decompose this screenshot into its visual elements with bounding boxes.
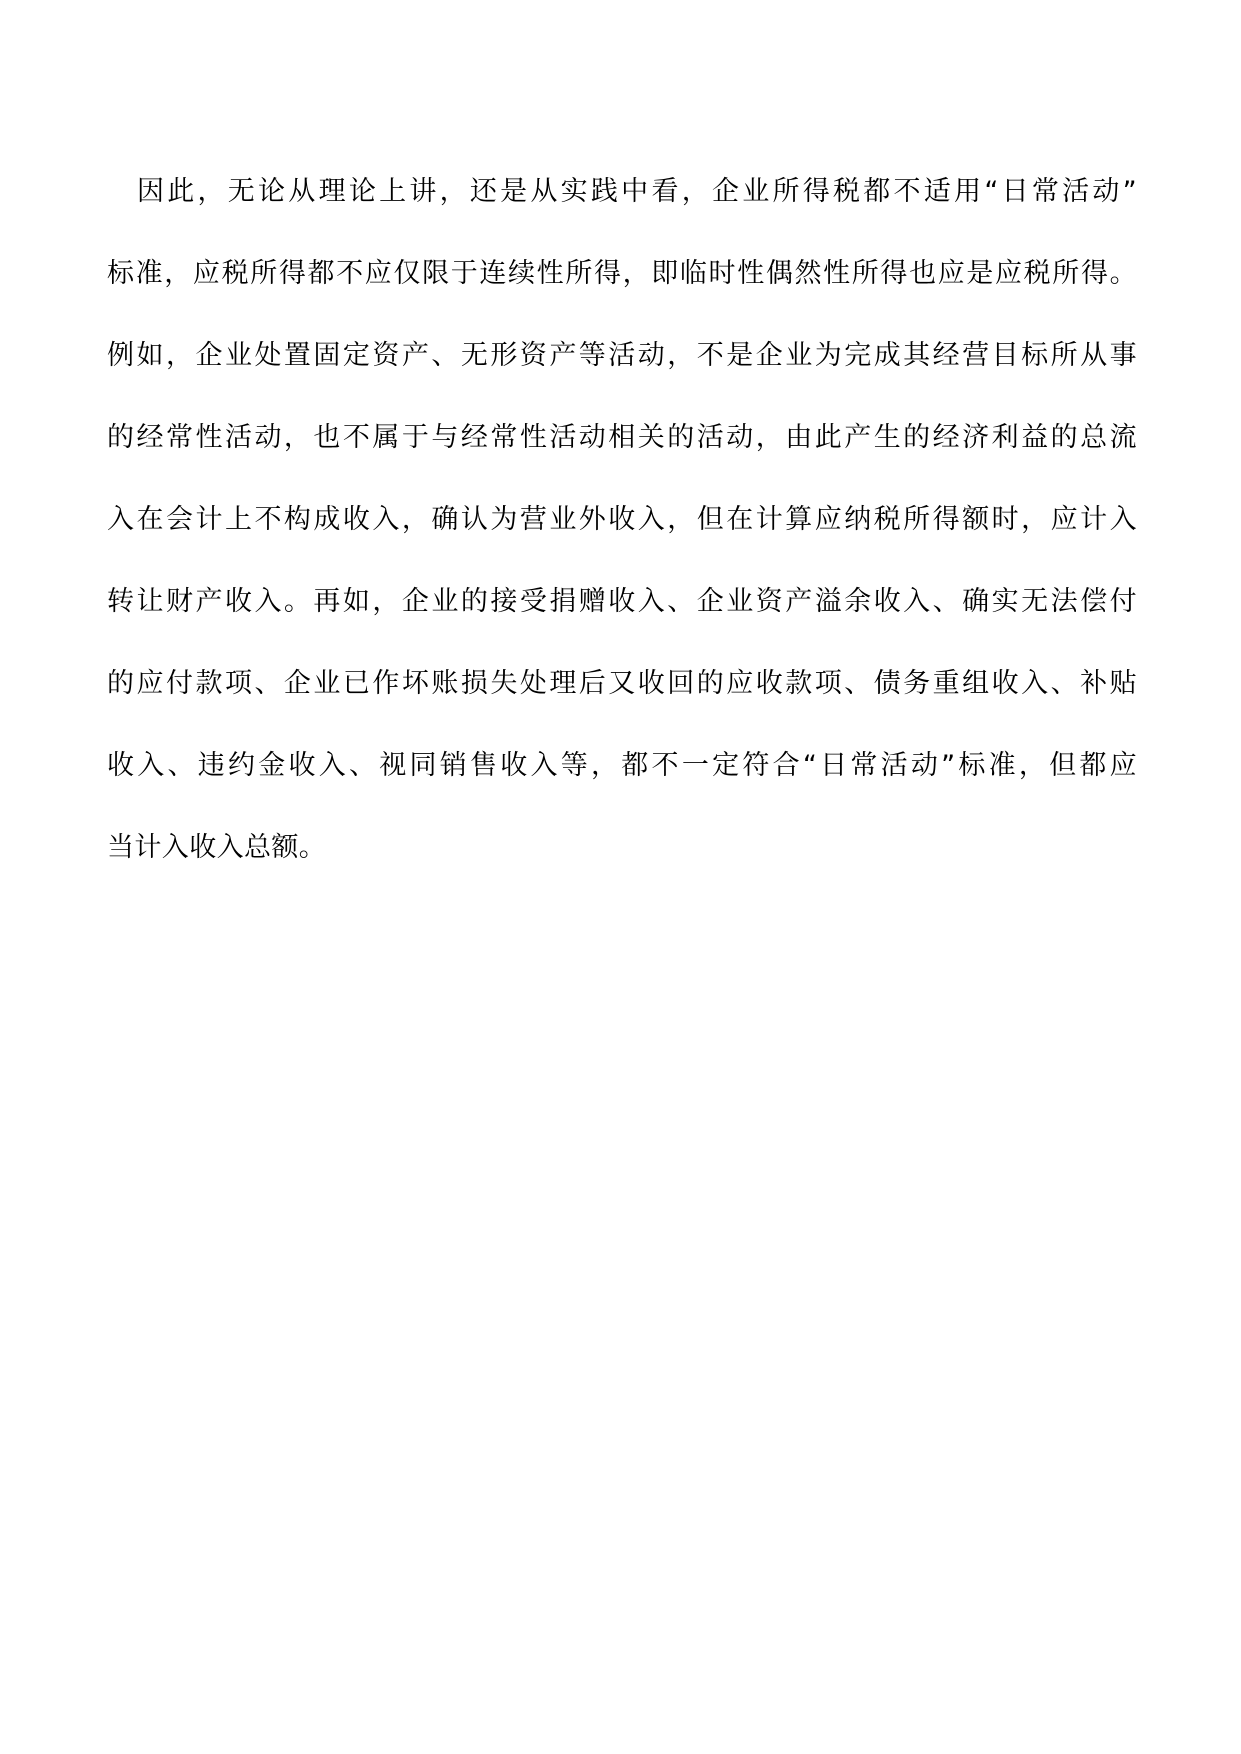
paragraph-line: 标准，应税所得都不应仅限于连续性所得，即临时性偶然性所得也应是应税所得。 — [107, 258, 1137, 289]
body-paragraph — [107, 165, 1137, 903]
paragraph-line: 当计入收入总额。 — [107, 832, 327, 863]
paragraph-line: 例如，企业处置固定资产、无形资产等活动，不是企业为完成其经营目标所从事 — [107, 340, 1137, 371]
paragraph-line: 入在会计上不构成收入，确认为营业外收入，但在计算应纳税所得额时，应计入 — [107, 504, 1137, 535]
paragraph-line: 因此，无论从理论上讲，还是从实践中看，企业所得税都不适用“日常活动” — [137, 176, 1137, 207]
paragraph-line: 的应付款项、企业已作坏账损失处理后又收回的应收款项、债务重组收入、补贴 — [107, 668, 1137, 699]
paragraph-line: 的经常性活动，也不属于与经常性活动相关的活动，由此产生的经济利益的总流 — [107, 422, 1137, 453]
paragraph-line: 转让财产收入。再如，企业的接受捐赠收入、企业资产溢余收入、确实无法偿付 — [107, 586, 1137, 617]
paragraph-line: 收入、违约金收入、视同销售收入等，都不一定符合“日常活动”标准，但都应 — [107, 750, 1137, 781]
